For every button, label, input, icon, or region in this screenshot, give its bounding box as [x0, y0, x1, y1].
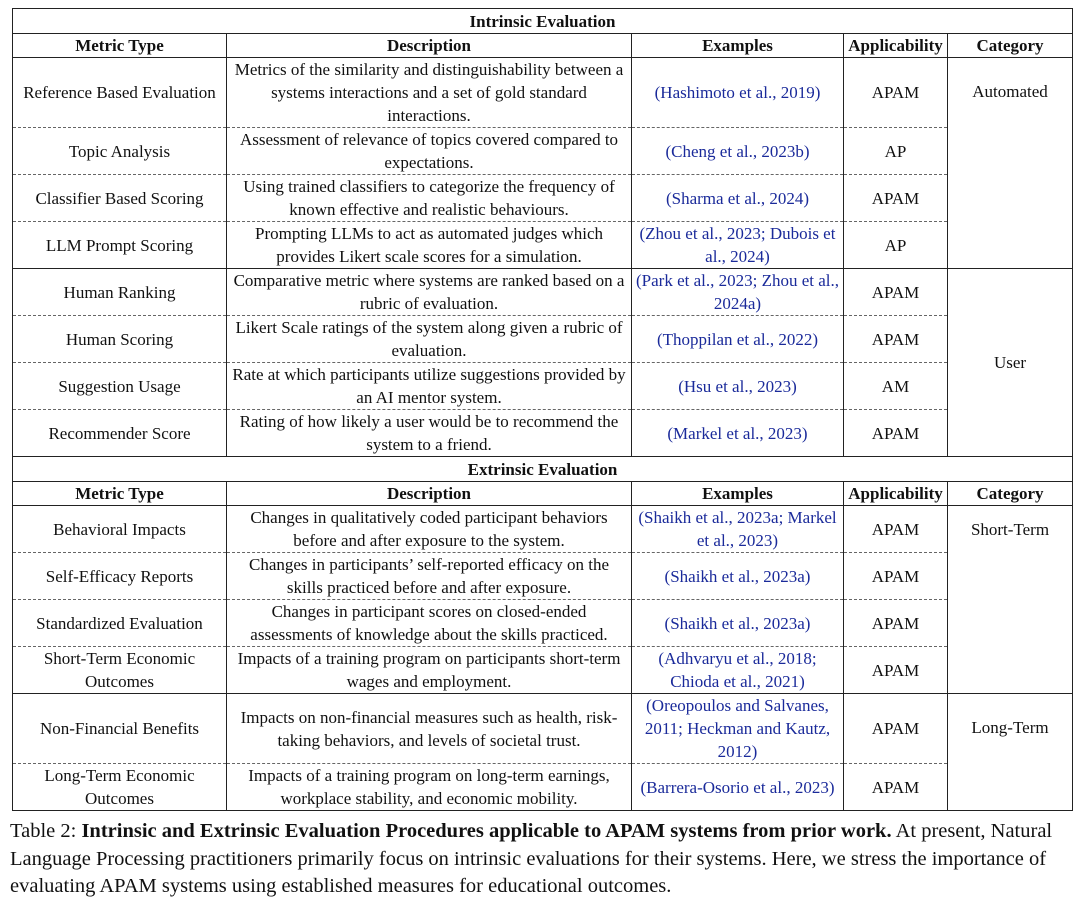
table-row: [13, 58, 1073, 128]
category-label: Short-Term: [948, 506, 1073, 694]
metric-type: LLM Prompt Scoring: [13, 222, 227, 269]
table-row: [13, 410, 1073, 457]
column-header: Description: [227, 34, 632, 58]
description: Changes in participant scores on closed-ended assessments of knowledge about the skills practiced.: [227, 600, 632, 647]
applicability: APAM: [844, 694, 948, 764]
table-row: [13, 764, 1073, 811]
description: Changes in qualitatively coded participant behaviors before and after exposure to the system.: [227, 506, 632, 553]
description: Comparative metric where systems are ranked based on a rubric of evaluation.: [227, 269, 632, 316]
citation-link[interactable]: (Cheng et al., 2023b): [632, 128, 844, 175]
column-header: Category: [948, 482, 1073, 506]
description: Rate at which participants utilize suggestions provided by an AI mentor system.: [227, 363, 632, 410]
table-row: [13, 553, 1073, 600]
metric-type: Topic Analysis: [13, 128, 227, 175]
metric-type: Suggestion Usage: [13, 363, 227, 410]
applicability: APAM: [844, 506, 948, 553]
table-row: [13, 269, 1073, 316]
citation-link[interactable]: (Oreopoulos and Salvanes, 2011; Heckman and Kautz, 2012): [632, 694, 844, 764]
table-caption: [10, 818, 1074, 901]
column-header: Category: [948, 34, 1073, 58]
applicability: AP: [844, 128, 948, 175]
description: Impacts of a training program on long-term earnings, workplace stability, and economic mobility.: [227, 764, 632, 811]
citation-link[interactable]: (Shaikh et al., 2023a): [632, 553, 844, 600]
metric-type: Recommender Score: [13, 410, 227, 457]
evaluation-table-container: [12, 8, 1072, 811]
category-label: Long-Term: [948, 694, 1073, 811]
table-row: [13, 694, 1073, 764]
citation-link[interactable]: (Shaikh et al., 2023a): [632, 600, 844, 647]
metric-type: Short-Term Economic Outcomes: [13, 647, 227, 694]
header-row: [13, 34, 1073, 58]
description: Likert Scale ratings of the system along given a rubric of evaluation.: [227, 316, 632, 363]
caption-bold-title: Intrinsic and Extrinsic Evaluation Procedures applicable to APAM systems from prior work.: [81, 820, 892, 842]
citation-link[interactable]: (Markel et al., 2023): [632, 410, 844, 457]
metric-type: Self-Efficacy Reports: [13, 553, 227, 600]
table-row: [13, 506, 1073, 553]
description: Prompting LLMs to act as automated judges which provides Likert scale scores for a simulation.: [227, 222, 632, 269]
column-header: Applicability: [844, 34, 948, 58]
table-row: [13, 128, 1073, 175]
description: Changes in participants’ self-reported efficacy on the skills practiced before and after exposure.: [227, 553, 632, 600]
applicability: APAM: [844, 175, 948, 222]
metric-type: Human Ranking: [13, 269, 227, 316]
applicability: APAM: [844, 600, 948, 647]
applicability: APAM: [844, 647, 948, 694]
description: Assessment of relevance of topics covered compared to expectations.: [227, 128, 632, 175]
metric-type: Human Scoring: [13, 316, 227, 363]
table-row: [13, 363, 1073, 410]
description: Impacts on non-financial measures such as health, risk-taking behaviors, and levels of societal trust.: [227, 694, 632, 764]
citation-link[interactable]: (Barrera-Osorio et al., 2023): [632, 764, 844, 811]
citation-link[interactable]: (Thoppilan et al., 2022): [632, 316, 844, 363]
description: Metrics of the similarity and distinguishability between a systems interactions and a set of gold standard interactions.: [227, 58, 632, 128]
citation-link[interactable]: (Shaikh et al., 2023a; Markel et al., 2023): [632, 506, 844, 553]
section-title-row: [13, 9, 1073, 34]
intrinsic-title: Intrinsic Evaluation: [13, 9, 1073, 34]
applicability: APAM: [844, 316, 948, 363]
metric-type: Reference Based Evaluation: [13, 58, 227, 128]
column-header: Examples: [632, 34, 844, 58]
section-title-row: [13, 457, 1073, 482]
citation-link[interactable]: (Sharma et al., 2024): [632, 175, 844, 222]
column-header: Description: [227, 482, 632, 506]
applicability: APAM: [844, 764, 948, 811]
table-row: [13, 222, 1073, 269]
column-header: Applicability: [844, 482, 948, 506]
header-row: [13, 482, 1073, 506]
applicability: APAM: [844, 410, 948, 457]
table-row: [13, 600, 1073, 647]
column-header: Examples: [632, 482, 844, 506]
table-row: [13, 647, 1073, 694]
citation-link[interactable]: (Park et al., 2023; Zhou et al., 2024a): [632, 269, 844, 316]
extrinsic-title: Extrinsic Evaluation: [13, 457, 1073, 482]
table-row: [13, 175, 1073, 222]
applicability: APAM: [844, 269, 948, 316]
evaluation-table: [12, 8, 1073, 811]
citation-link[interactable]: (Hashimoto et al., 2019): [632, 58, 844, 128]
description: Impacts of a training program on participants short-term wages and employment.: [227, 647, 632, 694]
caption-label: Table 2:: [10, 820, 77, 842]
applicability: AP: [844, 222, 948, 269]
category-label: Automated: [948, 58, 1073, 269]
citation-link[interactable]: (Hsu et al., 2023): [632, 363, 844, 410]
citation-link[interactable]: (Adhvaryu et al., 2018; Chioda et al., 2021): [632, 647, 844, 694]
applicability: APAM: [844, 58, 948, 128]
column-header: Metric Type: [13, 482, 227, 506]
applicability: AM: [844, 363, 948, 410]
caption-text: At present, Natural Language Processing practitioners primarily focus on intrinsic evaluations for their systems. Here, we stress the importance of evaluating APAM systems using established measures for educational outcomes.: [10, 820, 1053, 897]
table-row: [13, 316, 1073, 363]
metric-type: Non-Financial Benefits: [13, 694, 227, 764]
citation-link[interactable]: (Zhou et al., 2023; Dubois et al., 2024): [632, 222, 844, 269]
metric-type: Behavioral Impacts: [13, 506, 227, 553]
applicability: APAM: [844, 553, 948, 600]
metric-type: Classifier Based Scoring: [13, 175, 227, 222]
description: Using trained classifiers to categorize the frequency of known effective and realistic behaviours.: [227, 175, 632, 222]
description: Rating of how likely a user would be to recommend the system to a friend.: [227, 410, 632, 457]
metric-type: Long-Term Economic Outcomes: [13, 764, 227, 811]
metric-type: Standardized Evaluation: [13, 600, 227, 647]
category-label: User: [948, 269, 1073, 457]
column-header: Metric Type: [13, 34, 227, 58]
